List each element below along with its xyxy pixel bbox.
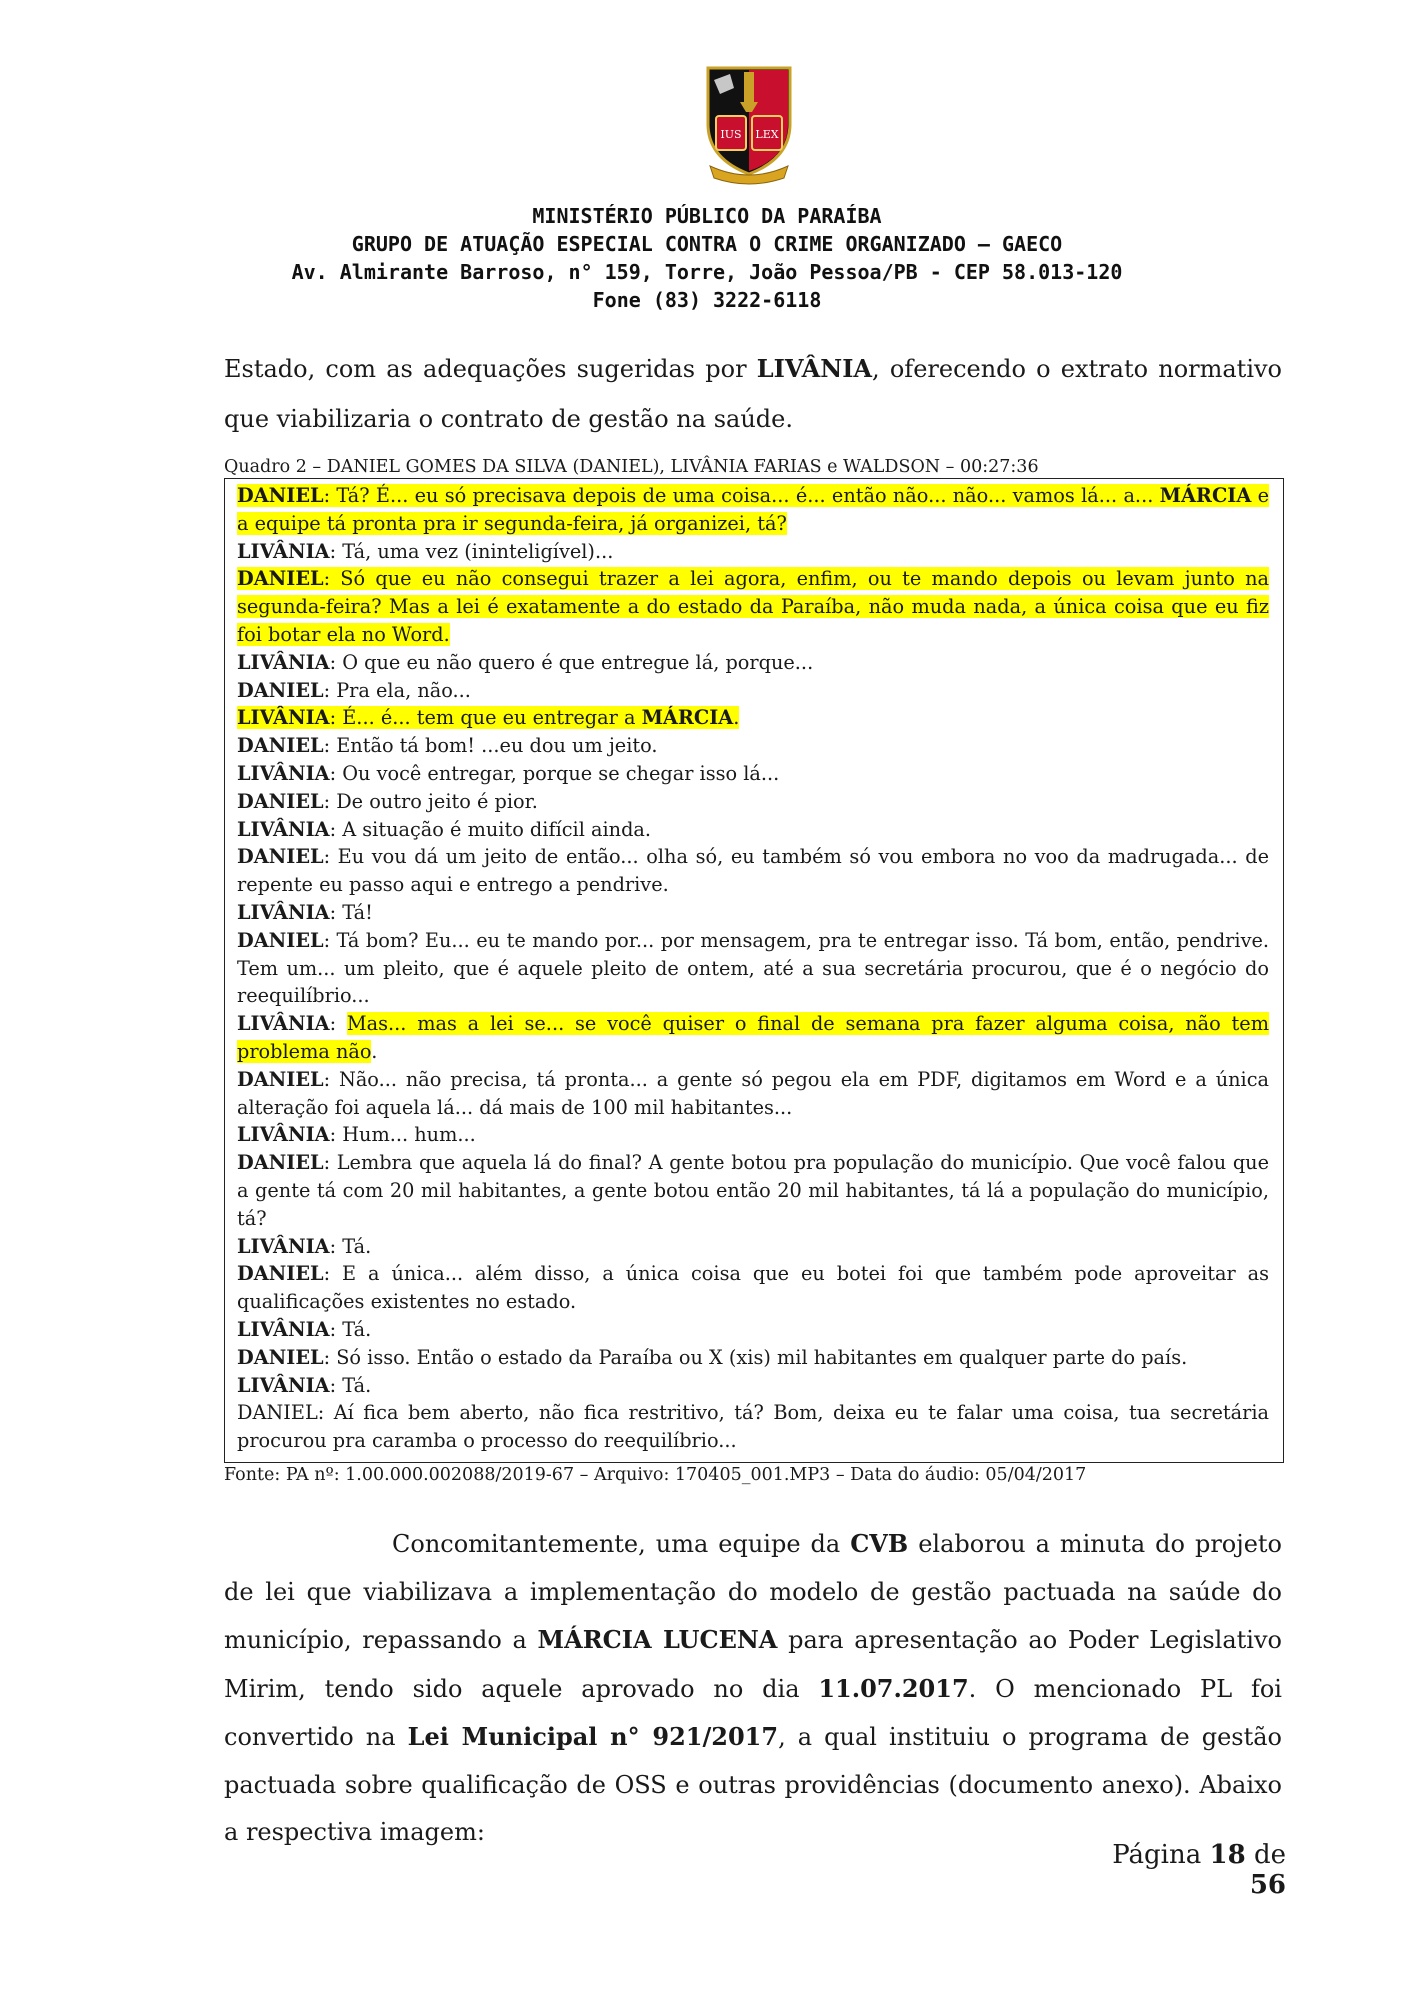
letterhead-line-1: MINISTÉRIO PÚBLICO DA PARAÍBA xyxy=(532,204,882,228)
transcript-line: LIVÂNIA: Mas... mas a lei se... se você quiser o final de semana pra fazer alguma coisa, não tem problema não. xyxy=(237,1012,1269,1063)
transcript-line: LIVÂNIA: Ou você entregar, porque se chegar isso lá... xyxy=(237,761,780,785)
letterhead xyxy=(0,202,1414,314)
table-source: Fonte: PA nº: 1.00.000.002088/2019-67 – Arquivo: 170405_001.MP3 – Data do áudio: 05/04/2017 xyxy=(224,1465,1087,1485)
transcript-line: DANIEL: Então tá bom! ...eu dou um jeito. xyxy=(237,734,658,758)
transcript-line: DANIEL: De outro jeito é pior. xyxy=(237,789,538,813)
transcript-line: DANIEL: E a única... além disso, a única coisa que eu botei foi que também pode aproveitar as qualificações existentes no estado. xyxy=(237,1262,1269,1314)
transcript-line: LIVÂNIA: Hum... hum... xyxy=(237,1123,476,1147)
letterhead-line-3: Av. Almirante Barroso, n° 159, Torre, João Pessoa/PB - CEP 58.013-120 xyxy=(291,260,1123,284)
transcript-line: DANIEL: Tá? É... eu só precisava depois de uma coisa... é... então não... não... vamos lá... a... MÁRCIA e a equipe tá pronta pra ir segunda-feira, já organizei, tá? xyxy=(237,484,1269,535)
transcript-line: DANIEL: Pra ela, não... xyxy=(237,678,471,702)
seal-text-right: LEX xyxy=(755,128,779,141)
transcript-line: LIVÂNIA: A situação é muito difícil ainda. xyxy=(237,817,652,841)
transcript-line: DANIEL: Lembra que aquela lá do final? A gente botou pra população do município. Que você falou que a gente tá com 20 mil habitantes, a gente botou então 20 mil habitantes, tá lá a população do município, tá? xyxy=(237,1151,1269,1230)
transcript-line: DANIEL: Só isso. Então o estado da Paraíba ou X (xis) mil habitantes em qualquer parte do país. xyxy=(237,1345,1188,1369)
transcript-line: DANIEL: Eu vou dá um jeito de então... olha só, eu também só vou embora no voo da madrugada... de repente eu passo aqui e entrego a pendrive. xyxy=(237,845,1269,897)
transcript-line: DANIEL: Só que eu não consegui trazer a lei agora, enfim, ou te mando depois ou levam junto na segunda-feira? Mas a lei é exatamente a do estado da Paraíba, não muda nada, a única coisa que eu fiz foi botar ela no Word. xyxy=(237,567,1269,646)
page-number: Página 18 de 56 xyxy=(1112,1840,1286,1900)
transcript-line: DANIEL: Tá bom? Eu... eu te mando por... por mensagem, pra te entregar isso. Tá bom, então, pendrive. Tem um... um pleito, que é aquele pleito de ontem, até a sua secretária procurou, que é o negócio do reequilíbrio... xyxy=(237,928,1269,1008)
transcript-line: LIVÂNIA: Tá, uma vez (ininteligível)... xyxy=(237,539,614,563)
seal-text-left: IUS xyxy=(720,128,742,141)
transcript-line: LIVÂNIA: Tá. xyxy=(237,1317,372,1341)
body-paragraph: Concomitantemente, uma equipe da CVB elaborou a minuta do projeto de lei que viabilizava a implementação do modelo de gestão pactuada na saúde do município, repassando a MÁRCIA LUCENA para apresentação ao Poder Legislativo Mirim, tendo sido aquele aprovado no dia 11.07.2017. O mencionado PL foi convertido na Lei Municipal n° 921/2017, a qual instituiu o programa de gestão pactuada sobre qualificação de OSS e outras providências (documento anexo). Abaixo a respectiva imagem: xyxy=(224,1529,1282,1846)
transcript-line: LIVÂNIA: É... é... tem que eu entregar a MÁRCIA. xyxy=(237,706,740,730)
transcript-line: LIVÂNIA: Tá! xyxy=(237,900,373,924)
intro-paragraph: Estado, com as adequações sugeridas por LIVÂNIA, oferecendo o extrato normativo que viabilizaria o contrato de gestão na saúde. xyxy=(224,354,1283,433)
transcript-line: LIVÂNIA: Tá. xyxy=(237,1373,372,1397)
transcript-line: DANIEL: Não... não precisa, tá pronta... a gente só pegou ela em PDF, digitamos em Word e a única alteração foi aquela lá... dá mais de 100 mil habitantes... xyxy=(237,1067,1269,1119)
transcript-box xyxy=(224,478,1284,1463)
transcript-line: DANIEL: Aí fica bem aberto, não fica restritivo, tá? Bom, deixa eu te falar uma coisa, tua secretária procurou pra caramba o processo do reequilíbrio... xyxy=(237,1401,1269,1453)
letterhead-line-2: GRUPO DE ATUAÇÃO ESPECIAL CONTRA O CRIME ORGANIZADO – GAECO xyxy=(351,232,1063,256)
table-caption: Quadro 2 – DANIEL GOMES DA SILVA (DANIEL), LIVÂNIA FARIAS e WALDSON – 00:27:36 xyxy=(224,457,1039,477)
transcript-line: LIVÂNIA: Tá. xyxy=(237,1234,372,1258)
transcript-line: LIVÂNIA: O que eu não quero é que entregue lá, porque... xyxy=(237,650,814,674)
letterhead-line-4: Fone (83) 3222-6118 xyxy=(592,288,822,312)
mppb-seal-icon xyxy=(700,58,798,188)
